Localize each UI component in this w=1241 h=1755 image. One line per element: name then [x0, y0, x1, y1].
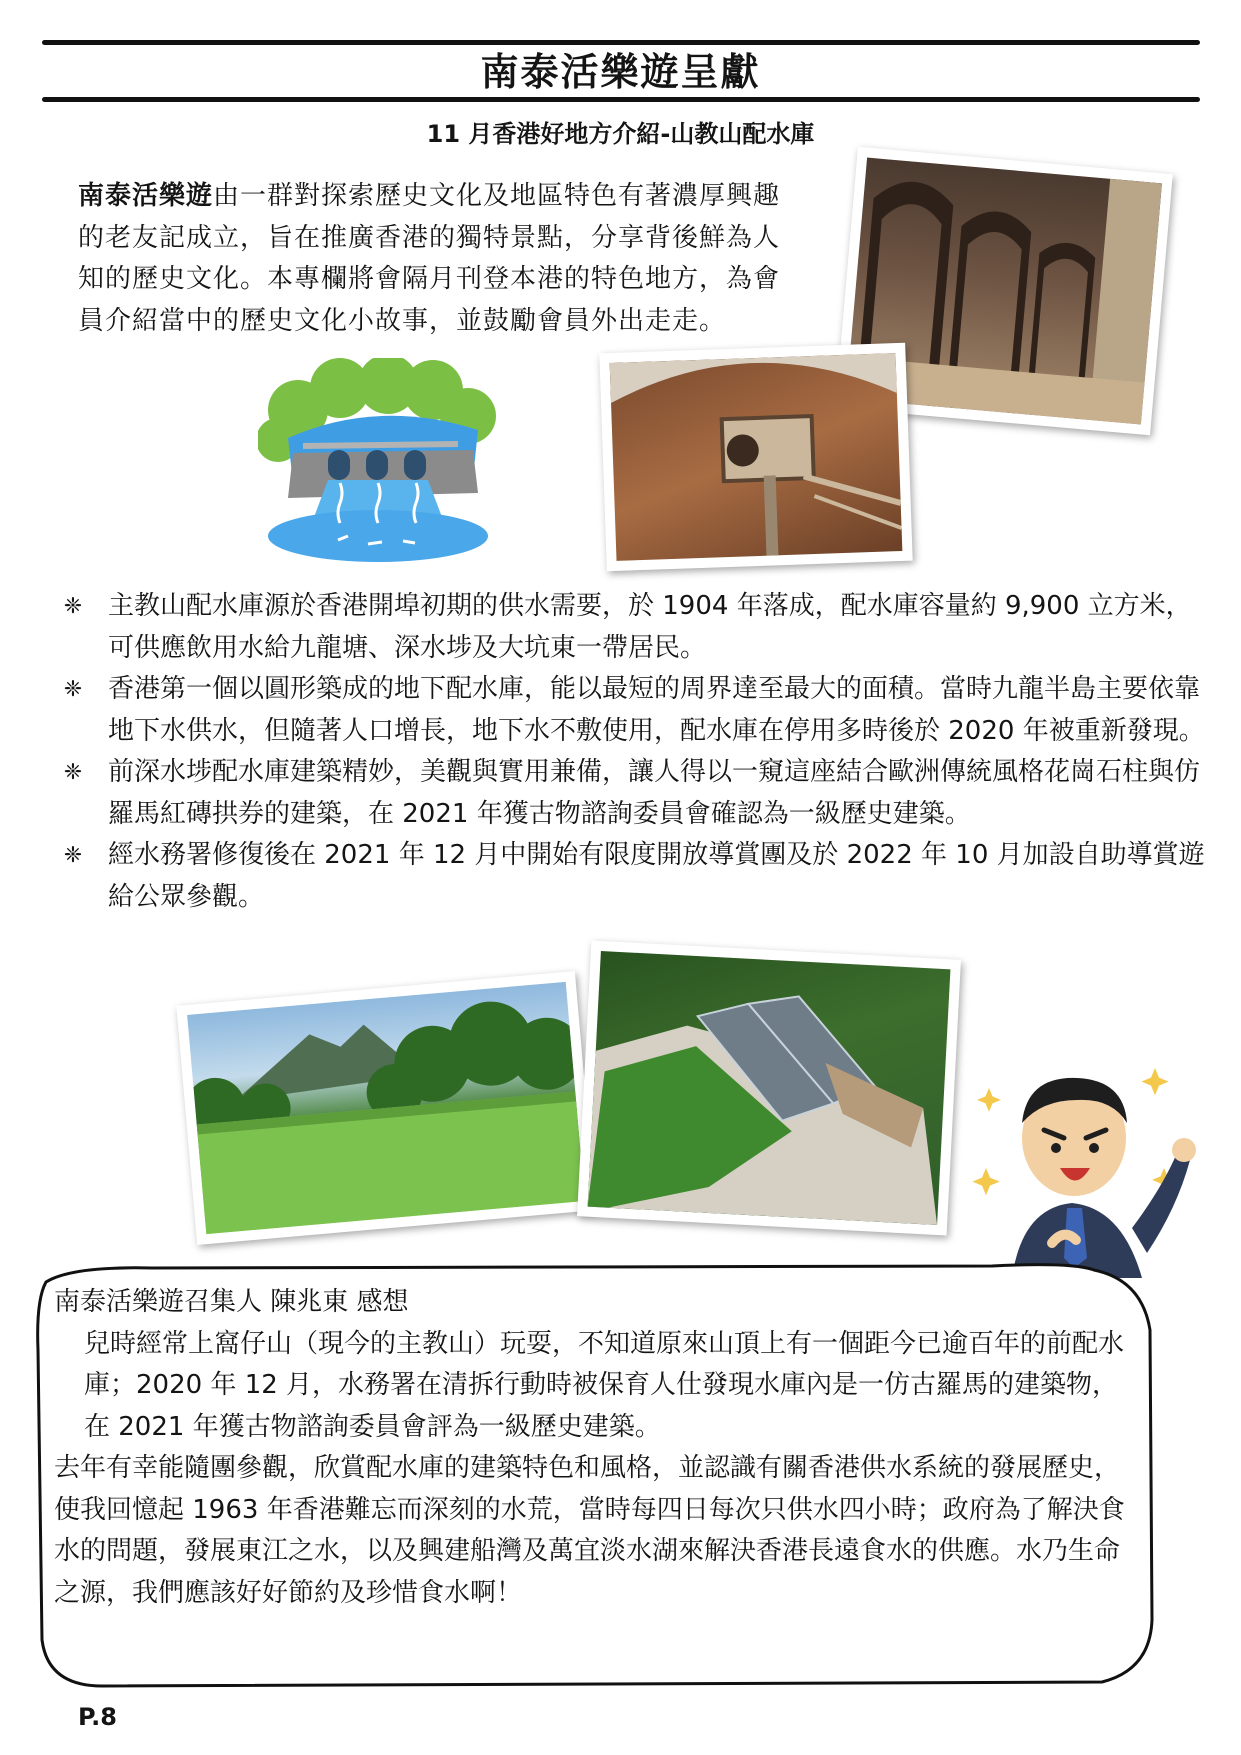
header-bottom-rule: [42, 97, 1200, 102]
reflection-paragraph: 兒時經常上窩仔山（現今的主教山）玩耍，不知道原來山頂上有一個距今已逾百年的前配水庫；2020 年 12 月，水務署在清拆行動時被保育人仕發現水庫內是一仿古羅馬的建築物，在 2021 年獲古物諮詢委員會評為一級歷史建築。: [84, 1328, 1125, 1442]
intro-text: 由一群對探索歷史文化及地區特色有著濃厚興趣的老友記成立，旨在推廣香港的獨特景點，分享背後鮮為人知的歷史文化。本專欄將會隔月刊登本港的特色地方，為會員介紹當中的歷史文化小故事，並鼓勵會員外出走走。: [78, 181, 781, 336]
reflection-heading: 南泰活樂遊召集人 陳兆東 感想: [54, 1287, 409, 1317]
bullet-marker-icon: ❈: [63, 760, 83, 785]
intro-paragraph: [78, 176, 790, 342]
businessman-illustration: [972, 1058, 1204, 1278]
bullet-marker-icon: ❈: [63, 594, 83, 619]
fact-list: [58, 586, 1208, 918]
header-top-rule: [42, 40, 1200, 45]
list-item-text: 經水務署修復後在 2021 年 12 月中開始有限度開放導賞團及於 2022 年 10 月加設自助導賞遊給公眾參觀。: [108, 840, 1205, 912]
mountain-lawn-graphic: [187, 982, 585, 1234]
list-item: [58, 752, 1208, 835]
list-item-text: 主教山配水庫源於香港開埠初期的供水需要，於 1904 年落成，配水庫容量約 9,900 立方米，可供應飲用水給九龍塘、深水埗及大坑東一帶居民。: [108, 591, 1192, 663]
list-item: [58, 669, 1208, 752]
bullet-marker-icon: ❈: [63, 677, 83, 702]
list-item-text: 前深水埗配水庫建築精妙，美觀與實用兼備，讓人得以一窺這座結合歐洲傳統風格花崗石柱與仿羅馬紅磚拱券的建築，在 2021 年獲古物諮詢委員會確認為一級歷史建築。: [108, 757, 1201, 829]
page-number: P.8: [78, 1703, 117, 1731]
list-item-text: 香港第一個以圓形築成的地下配水庫，能以最短的周界達至最大的面積。當時九龍半島主要依靠地下水供水，但隨著人口增長，地下水不敷使用，配水庫在停用多時後於 2020 年被重新發現。: [108, 674, 1205, 746]
page-title: 南泰活樂遊呈獻: [480, 50, 761, 94]
pipe-graphic: [610, 353, 903, 561]
article-subtitle: 11 月香港好地方介紹-山教山配水庫: [426, 120, 815, 148]
reflection-paragraph: 去年有幸能隨團參觀，欣賞配水庫的建築特色和風格，並認識有關香港供水系統的發展歷史，使我回憶起 1963 年香港難忘而深刻的水荒，當時每四日每次只供水四小時；政府為了解決食水的問題，發展東江之水，以及興建船灣及萬宜淡水湖來解決香港長遠食水的供應。水乃生命之源，我們應該好好節約及珍惜食水啊！: [54, 1453, 1125, 1608]
reservoir-dam-illustration: [258, 358, 502, 568]
reflection-section: [54, 1282, 1134, 1614]
photo-pipe-interior: [599, 343, 912, 572]
photo-lawn-mountain: [176, 971, 595, 1245]
bullet-marker-icon: ❈: [63, 843, 83, 868]
aerial-roof-graphic: [588, 951, 951, 1225]
intro-org-name: 南泰活樂遊: [78, 181, 214, 211]
list-item: [58, 835, 1208, 918]
photo-aerial-reservoir: [577, 941, 961, 1236]
list-item: [58, 586, 1208, 669]
